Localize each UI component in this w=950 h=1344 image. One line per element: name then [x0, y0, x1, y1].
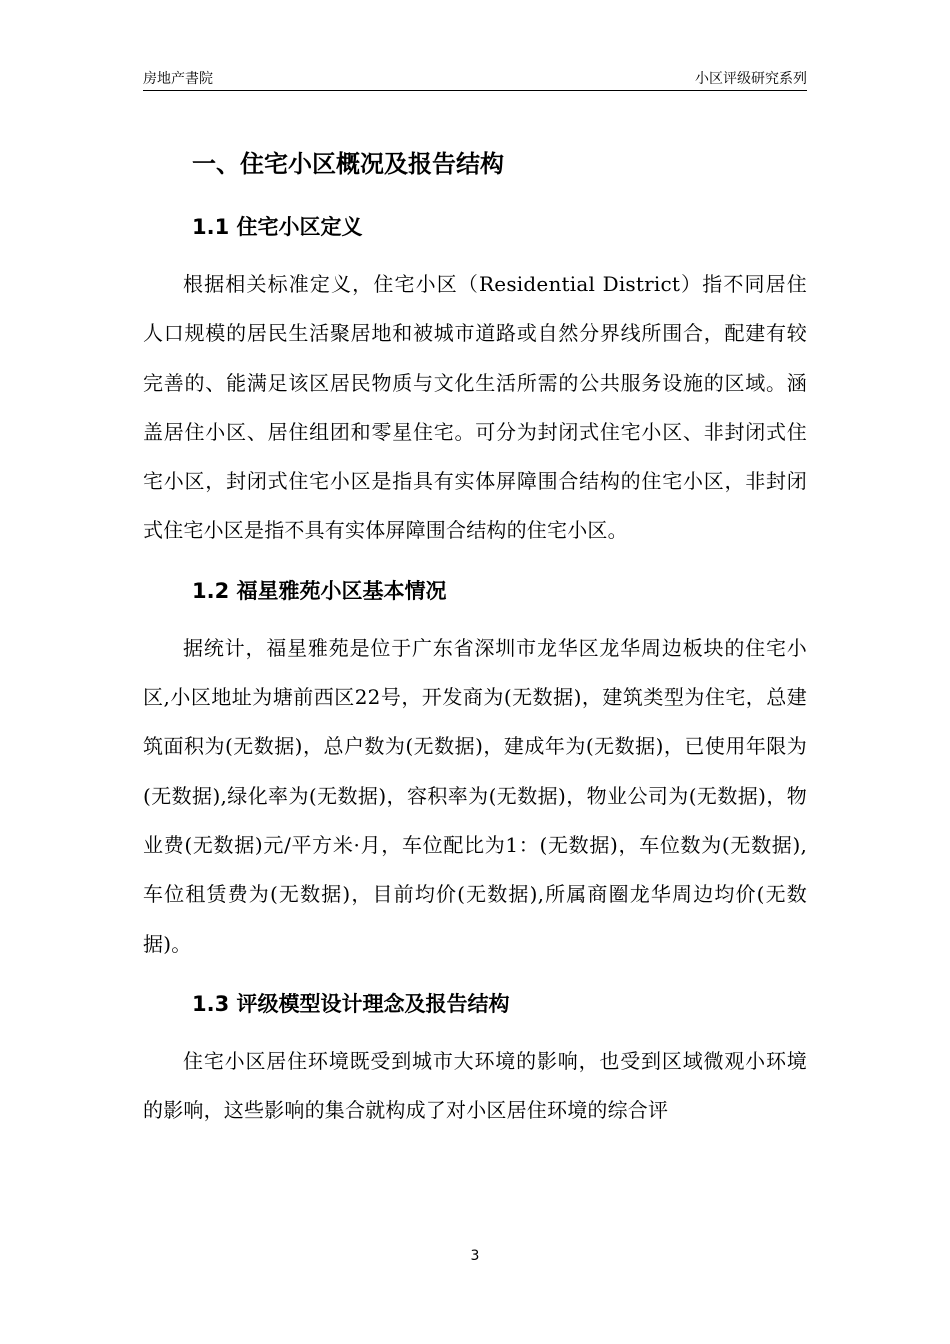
header-publisher: 房地产書院: [143, 71, 213, 87]
section-paragraph-rating-model: 住宅小区居住环境既受到城市大环境的影响，也受到区域微观小环境的影响，这些影响的集合就构成了对小区居住环境的综合评: [143, 1048, 807, 1123]
section-title-definition: 1.1 住宅小区定义: [192, 215, 363, 239]
header-series-title: 小区评级研究系列: [695, 71, 807, 87]
section-title-community-info: 1.2 福星雅苑小区基本情况: [192, 578, 447, 603]
page-header: [143, 66, 807, 91]
chapter-title: 一、住宅小区概况及报告结构: [192, 150, 504, 178]
page-number: 3: [470, 1248, 480, 1264]
section-paragraph-definition: 根据相关标准定义，住宅小区（Residential District）指不同居住人口规模的居民生活聚居地和被城市道路或自然分界线所围合，配建有较完善的、能满足该区居民物质与文化生活所需的公共服务设施的区域。涵盖居住小区、居住组团和零星住宅。可分为封闭式住宅小区、非封闭式住宅小区，封闭式住宅小区是指具有实体屏障围合结构的住宅小区，非封闭式住宅小区是指不具有实体屏障围合结构的住宅小区。: [143, 272, 807, 543]
section-paragraph-community-info: 据统计，福星雅苑是位于广东省深圳市龙华区龙华周边板块的住宅小区,小区地址为塘前西区22号，开发商为(无数据)，建筑类型为住宅，总建筑面积为(无数据)，总户数为(无数据)，建成年为(无数据)，已使用年限为(无数据),绿化率为(无数据)，容积率为(无数据)，物业公司为(无数据)，物业费(无数据)元/平方米·月，车位配比为1：(无数据)，车位数为(无数据),车位租赁费为(无数据)，目前均价(无数据),所属商圈龙华周边均价(无数据)。: [143, 635, 807, 956]
page-body: [143, 142, 807, 1145]
section-title-rating-model: 1.3 评级模型设计理念及报告结构: [192, 991, 510, 1016]
